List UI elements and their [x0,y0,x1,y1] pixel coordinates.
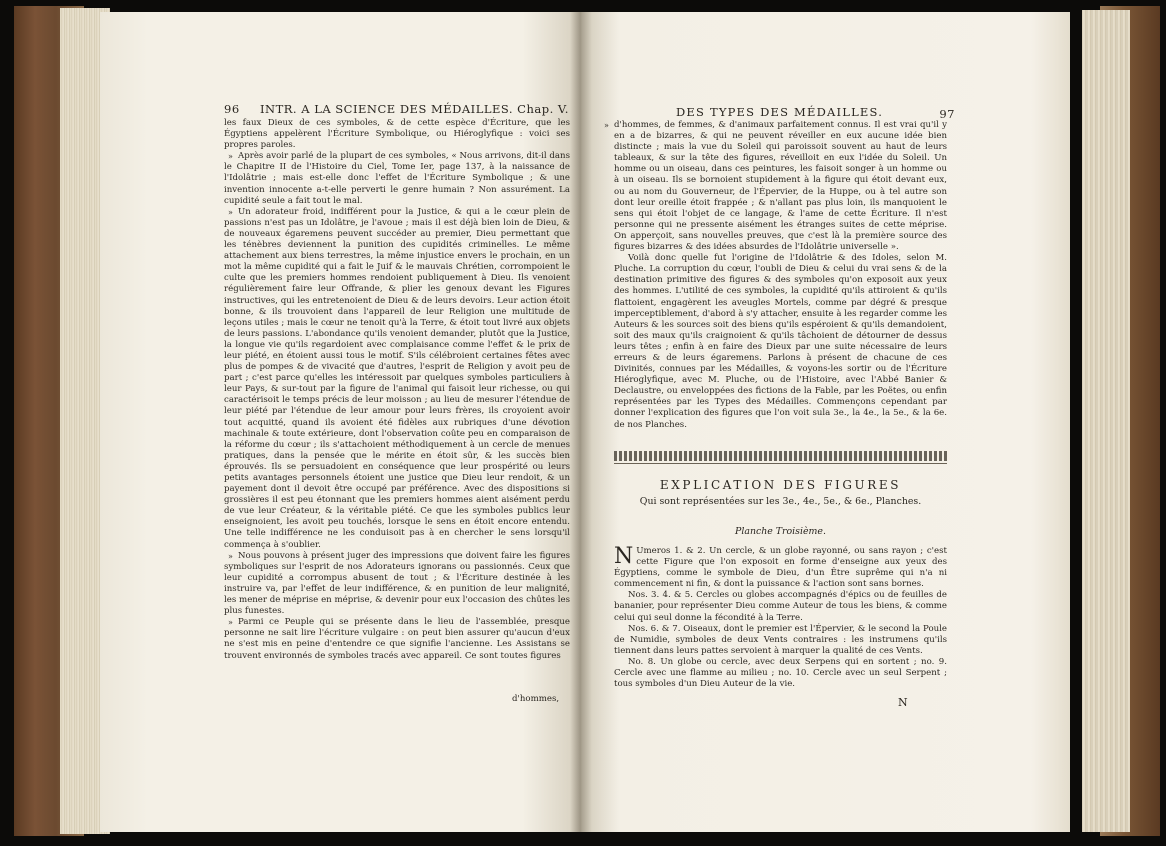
ornamental-band [614,451,947,461]
paragraph: » Un adorateur froid, indifférent pour la Justice, & qui a le cœur plein de passions n'est pas un Idolâtre, je l'avoue ; mais il est déjà bien loin de Dieu, & de nouveaux égaremens peuvent succéder au premier, Dieu permettant que les ténèbres deviennent la punition des cupidités criminelles. Le même attachement aux biens terrestres, la même injustice envers le prochain, en un mot la même cupidité qui a fait le Juif & le mauvais Chrétien, corrompoient le culte que les premiers hommes rendoient publiquement à Dieu. Ils venoient régulièrement faire leur Offrande, & plier les genoux devant les Figures instructives, qui les entretenoient de Dieu & de leurs devoirs. Leur action étoit bonne, & ils trouvoient dans l'appareil de leur Religion une multitude de leçons utiles ; mais le cœur ne tenoit qu'à la Terre, & étoit tout livré aux objets de leurs passions. L'abondance qu'ils venoient demander, plutôt que la Justice, la longue vie qu'ils regardoient avec complaisance comme l'effet & le prix de leur piété, en étoient aussi tous le motif. S'ils célébroient certaines fêtes avec plus de pompes & de vivacité que d'autres, l'esprit de Religion y avoit peu de part ; c'est parce qu'elles les intéressoit par quelques symboles particuliers à leur Pays, & sur-tout par la figure de l'animal qui faisoit leur richesse, ou qui caractérisoit le temps précis de leur moisson ; au lieu de mesurer l'étendue de leur piété par l'étendue de leur amour pour leurs frères, ils croyoient avoir tout acquitté, quand ils avoient été fidèles aux rubriques d'une dévotion machinale & toute extérieure, dont l'observation coûte peu en comparaison de la réforme du cœur ; ils s'attachoient méthodiquement à un cercle de menues pratiques, dans la pensée que le mérite en étoit sûr, & les succès bien éprouvés. Ils se persuadoient en conséquence que leur prospérité ou leurs petits avantages personnels étoient une justice que Dieu leur rendoit, & un payement dont il devoit être occupé par préférence. Avec des dispositions si grossières il est peu étonnant que les premiers hommes aient aisément perdu de vue leur Créateur, & la véritable piété. Ce que les symboles publics leur enseignoient, les avoit peu touchés, lorsque le sens en étoit encore entendu. Une telle indifférence ne les conduisoit pas à en chercher le sens lorsqu'il commença à s'oublier. [224,207,570,551]
catchword: d'hommes, [512,694,560,704]
paragraph: Voilà donc quelle fut l'origine de l'Idolâtrie & des Idoles, selon M. Pluche. La corruption du cœur, l'oubli de Dieu & celui du vrai sens & de la destination primitive des figures & des symboles qu'on exposoit aux yeux des hommes. L'utilité de ces symboles, la cupidité qu'ils attiroient & qu'ils flattoient, engagèrent les aveugles Mortels, comme par dégré & presque imperceptiblement, d'abord à s'y attacher, ensuite à les regarder comme les Auteurs & les sources soit des biens qu'ils espéroient & qu'ils demandoient, soit des maux qu'ils craignoient & qu'ils tâchoient de détourner de dessus leurs têtes ; enfin à en faire des Dieux par une suite nécessaire de leurs erreurs & de leurs égaremens. Parlons à présent de chacune de ces Divinités, connues par les Médailles, & voyons-les sortir ou de l'Écriture Hiéroglyfique, avec M. Pluche, ou de l'Histoire, avec l'Abbé Banier & Declaustre, ou enveloppées des fictions de la Fable, par les Poëtes, ou enfin représentées par les Types des Médailles. Commençons cependant par donner l'explication des figures que l'on voit sula 3e., la 4e., la 5e., & la 6e. de nos Planches. [614,253,947,430]
plate-entry [614,546,947,590]
drop-cap: N [614,544,634,569]
signature-mark: N [898,696,908,709]
paragraph: » d'hommes, de femmes, & d'animaux parfaitement connus. Il est vrai qu'il y en a de bizarres, & qui ne peuvent réveiller en eux aucune idée bien distincte ; mais la vue du Soleil qui paroissoit souvent au haut de leurs tableaux, & sur la tête des figures, réveilloit en eux l'idée du Soleil. Un homme ou un oiseau, dans ces peintures, les faisoit songer à un homme ou à un oiseau. Ils se bornoient stupidement à la figure qui étoit devant eux, ou au nom du Gouverneur, de l'Épervier, de la Huppe, ou à tel autre son dont leur oreille étoit frappée ; & n'allant pas plus loin, ils manquoient le sens qui étoit l'objet de ce langage, & l'ame de cette Écriture. Il n'est personne qui ne pressente aisément les étranges suites de cette méprise. On apperçoit, sans nouvelles preuves, que c'est là la première source des figures bizarres & des idées absurdes de l'Idolâtrie universelle ». [614,120,947,253]
left-page-number: 96 [224,102,240,116]
book-gutter [570,12,592,832]
left-running-title: INTR. A LA SCIENCE DES MÉDAILLES. Chap. V. [260,102,569,116]
paragraph: » Parmi ce Peuple qui se présente dans le lieu de l'assemblée, presque personne ne sait lire l'écriture vulgaire : on peut bien assurer qu'aucun d'eux ne s'est mis en peine d'entendre ce que signifie l'ancienne. Les Assistans se trouvent environnés de symboles tracés avec appareil. Ce sont toutes figures [224,617,570,661]
right-body-text [614,120,947,431]
left-body-text [224,118,570,662]
page-edges-right [1082,10,1130,832]
plate-entry: Nos. 6. & 7. Oiseaux, dont le premier est l'Épervier, & le second la Poule de Numidie, symboles de deux Vents contraires : les instrumens qu'ils tiennent dans leurs pattes servoient à marquer la qualité de ces Vents. [614,623,947,656]
paragraph: » Nous pouvons à présent juger des impressions que doivent faire les figures symboliques sur l'esprit de nos Adorateurs ignorans ou passionnés. Ceux que leur cupidité a corrompus abusent de tout ; & l'Écriture destinée à les instruire va, par l'effet de leur indifférence, & en punition de leur malignité, les mener de méprise en méprise, & devenir pour eux l'occasion des chûtes les plus funestes. [224,551,570,618]
plate-entry: Nos. 3. 4. & 5. Cercles ou globes accompagnés d'épics ou de feuilles de bananier, pour représenter Dieu comme Auteur de tous les biens, & comme celui qui seul donne la fécondité à la Terre. [614,590,947,623]
plate-title: Planche Troisième. [735,526,826,537]
plate-entry: No. 8. Un globe ou cercle, avec deux Serpens qui en sortent ; no. 9. Cercle avec une flamme au milieu ; no. 10. Cercle avec un seul Serpent ; tous symboles d'un Dieu Auteur de la vie. [614,656,947,690]
right-page-number: 97 [939,107,955,121]
right-running-title: DES TYPES DES MÉDAILLES. [676,105,884,119]
section-subtitle: Qui sont représentées sur les 3e., 4e., 5e., & 6e., Planches. [639,496,922,507]
ornament-rule [614,463,947,464]
paragraph: les faux Dieux de ces symboles, & de cette espèce d'Écriture, que les Égyptiens appelèrent l'Écriture Symbolique, ou Hiéroglyfique : voici ses propres paroles. [224,118,570,151]
plate-descriptions [614,546,947,690]
section-title: EXPLICATION DES FIGURES [659,478,902,492]
paragraph: » Après avoir parlé de la plupart de ces symboles, « Nous arrivons, dit-il dans le Chapitre II de l'Histoire du Ciel, Tome Ier, page 137, à la naissance de l'Idolâtrie ; mais est-elle donc l'effet de l'Écriture Symbolique ; & une invention innocente a-t-elle perverti le genre humain ? Non assurément. La cupidité seule a fait tout le mal. [224,151,570,206]
plate-entry-text: Umeros 1. & 2. Un cercle, & un globe rayonné, ou sans rayon ; c'est cette Figure que l'on exposoit en forme d'enseigne aux yeux des Égyptiens, comme le symbole de Dieu, d'un Être suprême qui n'a ni commencement ni fin, & dont la puissance & l'action sont sans bornes. [614,546,947,590]
